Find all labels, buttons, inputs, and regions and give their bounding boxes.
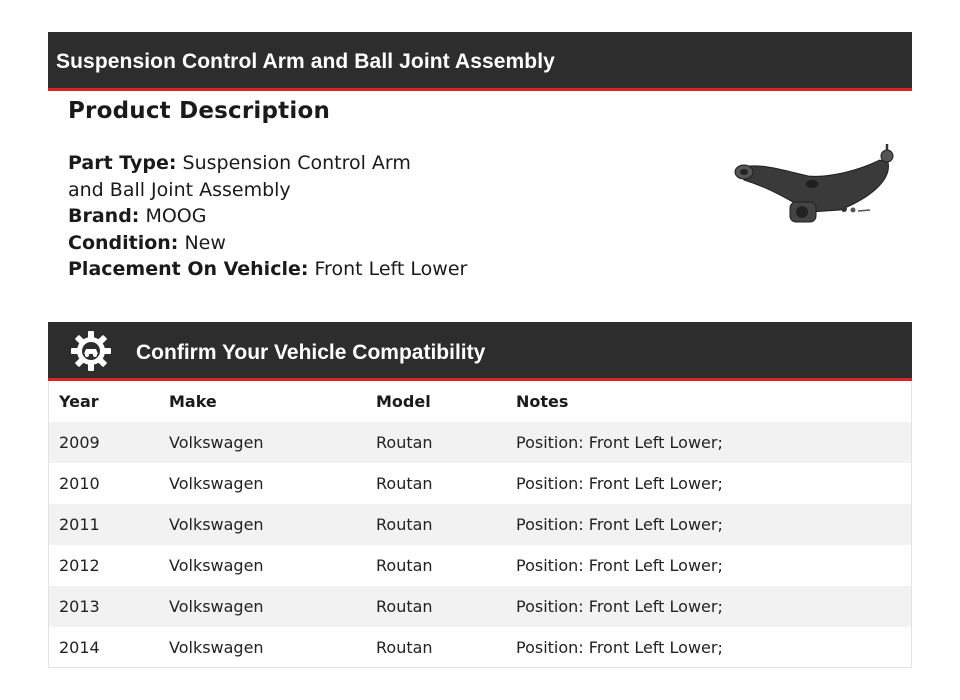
brand-line	[68, 203, 438, 230]
part-type-line	[68, 150, 438, 203]
product-title: Suspension Control Arm and Ball Joint Assembly	[56, 50, 555, 73]
table-row	[49, 586, 911, 627]
cell-notes: Position: Front Left Lower;	[516, 586, 911, 627]
cell-year: 2014	[59, 638, 100, 657]
table-row	[49, 463, 911, 504]
cell-year: 2011	[49, 504, 169, 545]
cell-year: 2012	[59, 556, 100, 575]
header-make: Make	[169, 392, 217, 411]
compatibility-table	[48, 381, 912, 668]
header-model: Model	[376, 392, 431, 411]
title-bar	[48, 32, 912, 91]
cell-model: Routan	[376, 504, 516, 545]
description-heading: Product Description	[68, 98, 331, 124]
part-type-value: Suspension Control Arm and Ball Joint Assembly	[68, 152, 411, 201]
cell-year: 2013	[49, 586, 169, 627]
compatibility-bar	[48, 322, 912, 381]
cell-model: Routan	[376, 586, 516, 627]
placement-value: Front Left Lower	[314, 258, 468, 280]
header-year: Year	[59, 392, 99, 411]
cell-notes: Position: Front Left Lower;	[516, 638, 723, 657]
cell-model: Routan	[376, 556, 433, 575]
table-header-row	[49, 381, 911, 422]
table-row	[49, 627, 911, 668]
cell-notes: Position: Front Left Lower;	[516, 504, 911, 545]
brand-label: Brand:	[68, 205, 140, 227]
cell-notes: Position: Front Left Lower;	[516, 556, 723, 575]
cell-make: Volkswagen	[169, 474, 264, 493]
cell-make: Volkswagen	[169, 556, 264, 575]
header-notes: Notes	[516, 392, 569, 411]
cell-model: Routan	[376, 474, 433, 493]
placement-label: Placement On Vehicle:	[68, 258, 309, 280]
condition-label: Condition:	[68, 231, 179, 254]
control-arm-image	[730, 140, 902, 232]
part-type-label: Part Type:	[68, 152, 177, 174]
condition-value: New	[184, 231, 226, 254]
compatibility-title: Confirm Your Vehicle Compatibility	[136, 341, 486, 364]
cell-year: 2010	[59, 474, 100, 493]
cell-make: Volkswagen	[169, 638, 264, 657]
cell-make: Volkswagen	[169, 586, 376, 627]
product-description	[68, 96, 688, 283]
table-row	[49, 504, 911, 545]
cell-model: Routan	[376, 422, 516, 463]
cell-notes: Position: Front Left Lower;	[516, 474, 723, 493]
table-row	[49, 422, 911, 463]
condition-line	[68, 230, 438, 257]
cell-make: Volkswagen	[169, 422, 376, 463]
cell-model: Routan	[376, 638, 433, 657]
cell-notes: Position: Front Left Lower;	[516, 422, 911, 463]
placement-line	[68, 256, 488, 283]
table-row	[49, 545, 911, 586]
cell-year: 2009	[49, 422, 169, 463]
cell-make: Volkswagen	[169, 504, 376, 545]
brand-value: MOOG	[145, 205, 207, 227]
gear-car-icon	[70, 330, 112, 372]
